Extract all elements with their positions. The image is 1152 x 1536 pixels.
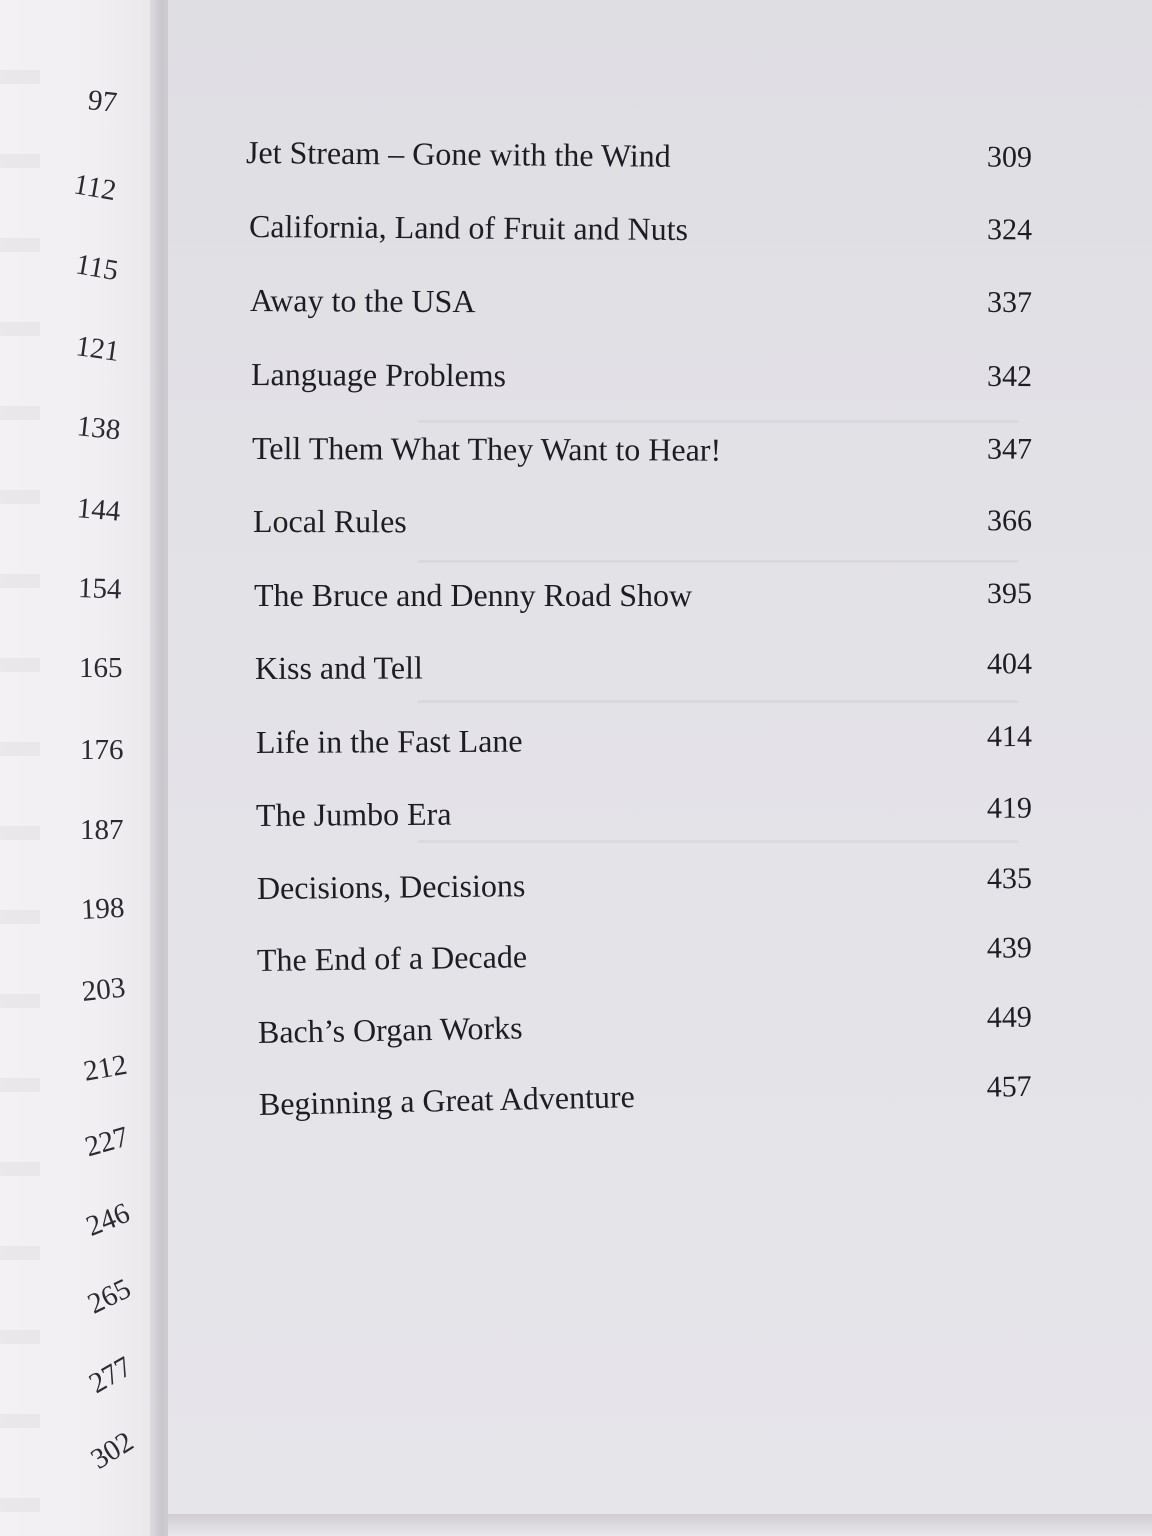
chapter-title: Kiss and Tell	[254, 649, 423, 686]
toc-entry	[253, 503, 1032, 548]
chapter-page-number: 414	[986, 719, 1033, 754]
chapter-page-number: 342	[986, 359, 1033, 394]
facing-page-number: 176	[80, 734, 124, 766]
chapter-page-number: 439	[986, 931, 1033, 965]
chapter-page-number: 309	[986, 140, 1033, 174]
toc-entry	[257, 862, 1032, 914]
chapter-title: Bach’s Organ Works	[257, 1009, 523, 1050]
chapter-title: Jet Stream – Gone with the Wind	[245, 134, 671, 174]
facing-page-number: 302	[85, 1425, 140, 1476]
chapter-title: The Jumbo Era	[255, 795, 452, 833]
facing-page-number: 154	[77, 572, 123, 606]
chapter-title: Language Problems	[250, 356, 507, 394]
chapter-title: Local Rules	[252, 503, 407, 540]
chapter-page-number: 457	[986, 1069, 1033, 1104]
toc-entry	[249, 208, 1032, 257]
chapter-title: Beginning a Great Adventure	[258, 1078, 636, 1122]
facing-page-number: 227	[81, 1120, 133, 1164]
facing-page-number: 246	[81, 1196, 135, 1243]
facing-page-number: 144	[75, 492, 122, 528]
facing-page-number: 138	[75, 410, 122, 447]
facing-page-number: 265	[82, 1272, 136, 1321]
facing-page-number: 121	[73, 330, 122, 368]
toc-entry	[256, 720, 1032, 768]
chapter-title: Tell Them What They Want to Hear!	[251, 430, 722, 468]
chapter-title: California, Land of Fruit and Nuts	[248, 208, 689, 248]
toc-entry	[251, 356, 1032, 404]
chapter-title: The Bruce and Denny Road Show	[254, 577, 693, 613]
chapter-title: Decisions, Decisions	[256, 867, 526, 906]
chapter-page-number: 347	[986, 432, 1033, 466]
toc-entry	[255, 647, 1032, 694]
facing-page-number: 198	[80, 891, 126, 926]
toc-entry	[254, 577, 1032, 621]
toc-entry	[257, 931, 1033, 986]
chapter-page-number: 395	[987, 577, 1032, 610]
facing-page-number: 115	[73, 248, 121, 288]
chapter-title: Life in the Fast Lane	[255, 722, 523, 760]
facing-page-number: 112	[71, 168, 119, 208]
facing-page-number: 277	[83, 1350, 138, 1400]
chapter-page-number: 366	[986, 504, 1033, 538]
facing-page-number: 165	[79, 652, 123, 684]
facing-page-number: 212	[81, 1048, 130, 1088]
chapter-page-number: 324	[986, 213, 1033, 247]
toc-entry	[256, 792, 1032, 841]
toc-entry	[252, 430, 1032, 477]
toc-entry	[250, 282, 1032, 330]
toc-entry	[246, 134, 1032, 185]
chapter-title: The End of a Decade	[256, 938, 528, 978]
chapter-page-number: 419	[986, 791, 1033, 825]
chapter-page-number: 337	[986, 285, 1033, 320]
chapter-page-number: 404	[986, 647, 1033, 681]
chapter-page-number: 435	[986, 861, 1033, 896]
facing-page-number: 97	[86, 84, 119, 119]
toc-entry	[258, 1000, 1033, 1058]
chapter-title: Away to the USA	[249, 282, 476, 320]
chapter-page-number: 449	[986, 1000, 1033, 1035]
facing-page-number: 187	[80, 814, 124, 846]
toc-entry	[259, 1070, 1033, 1130]
facing-page-number: 203	[80, 971, 127, 1008]
